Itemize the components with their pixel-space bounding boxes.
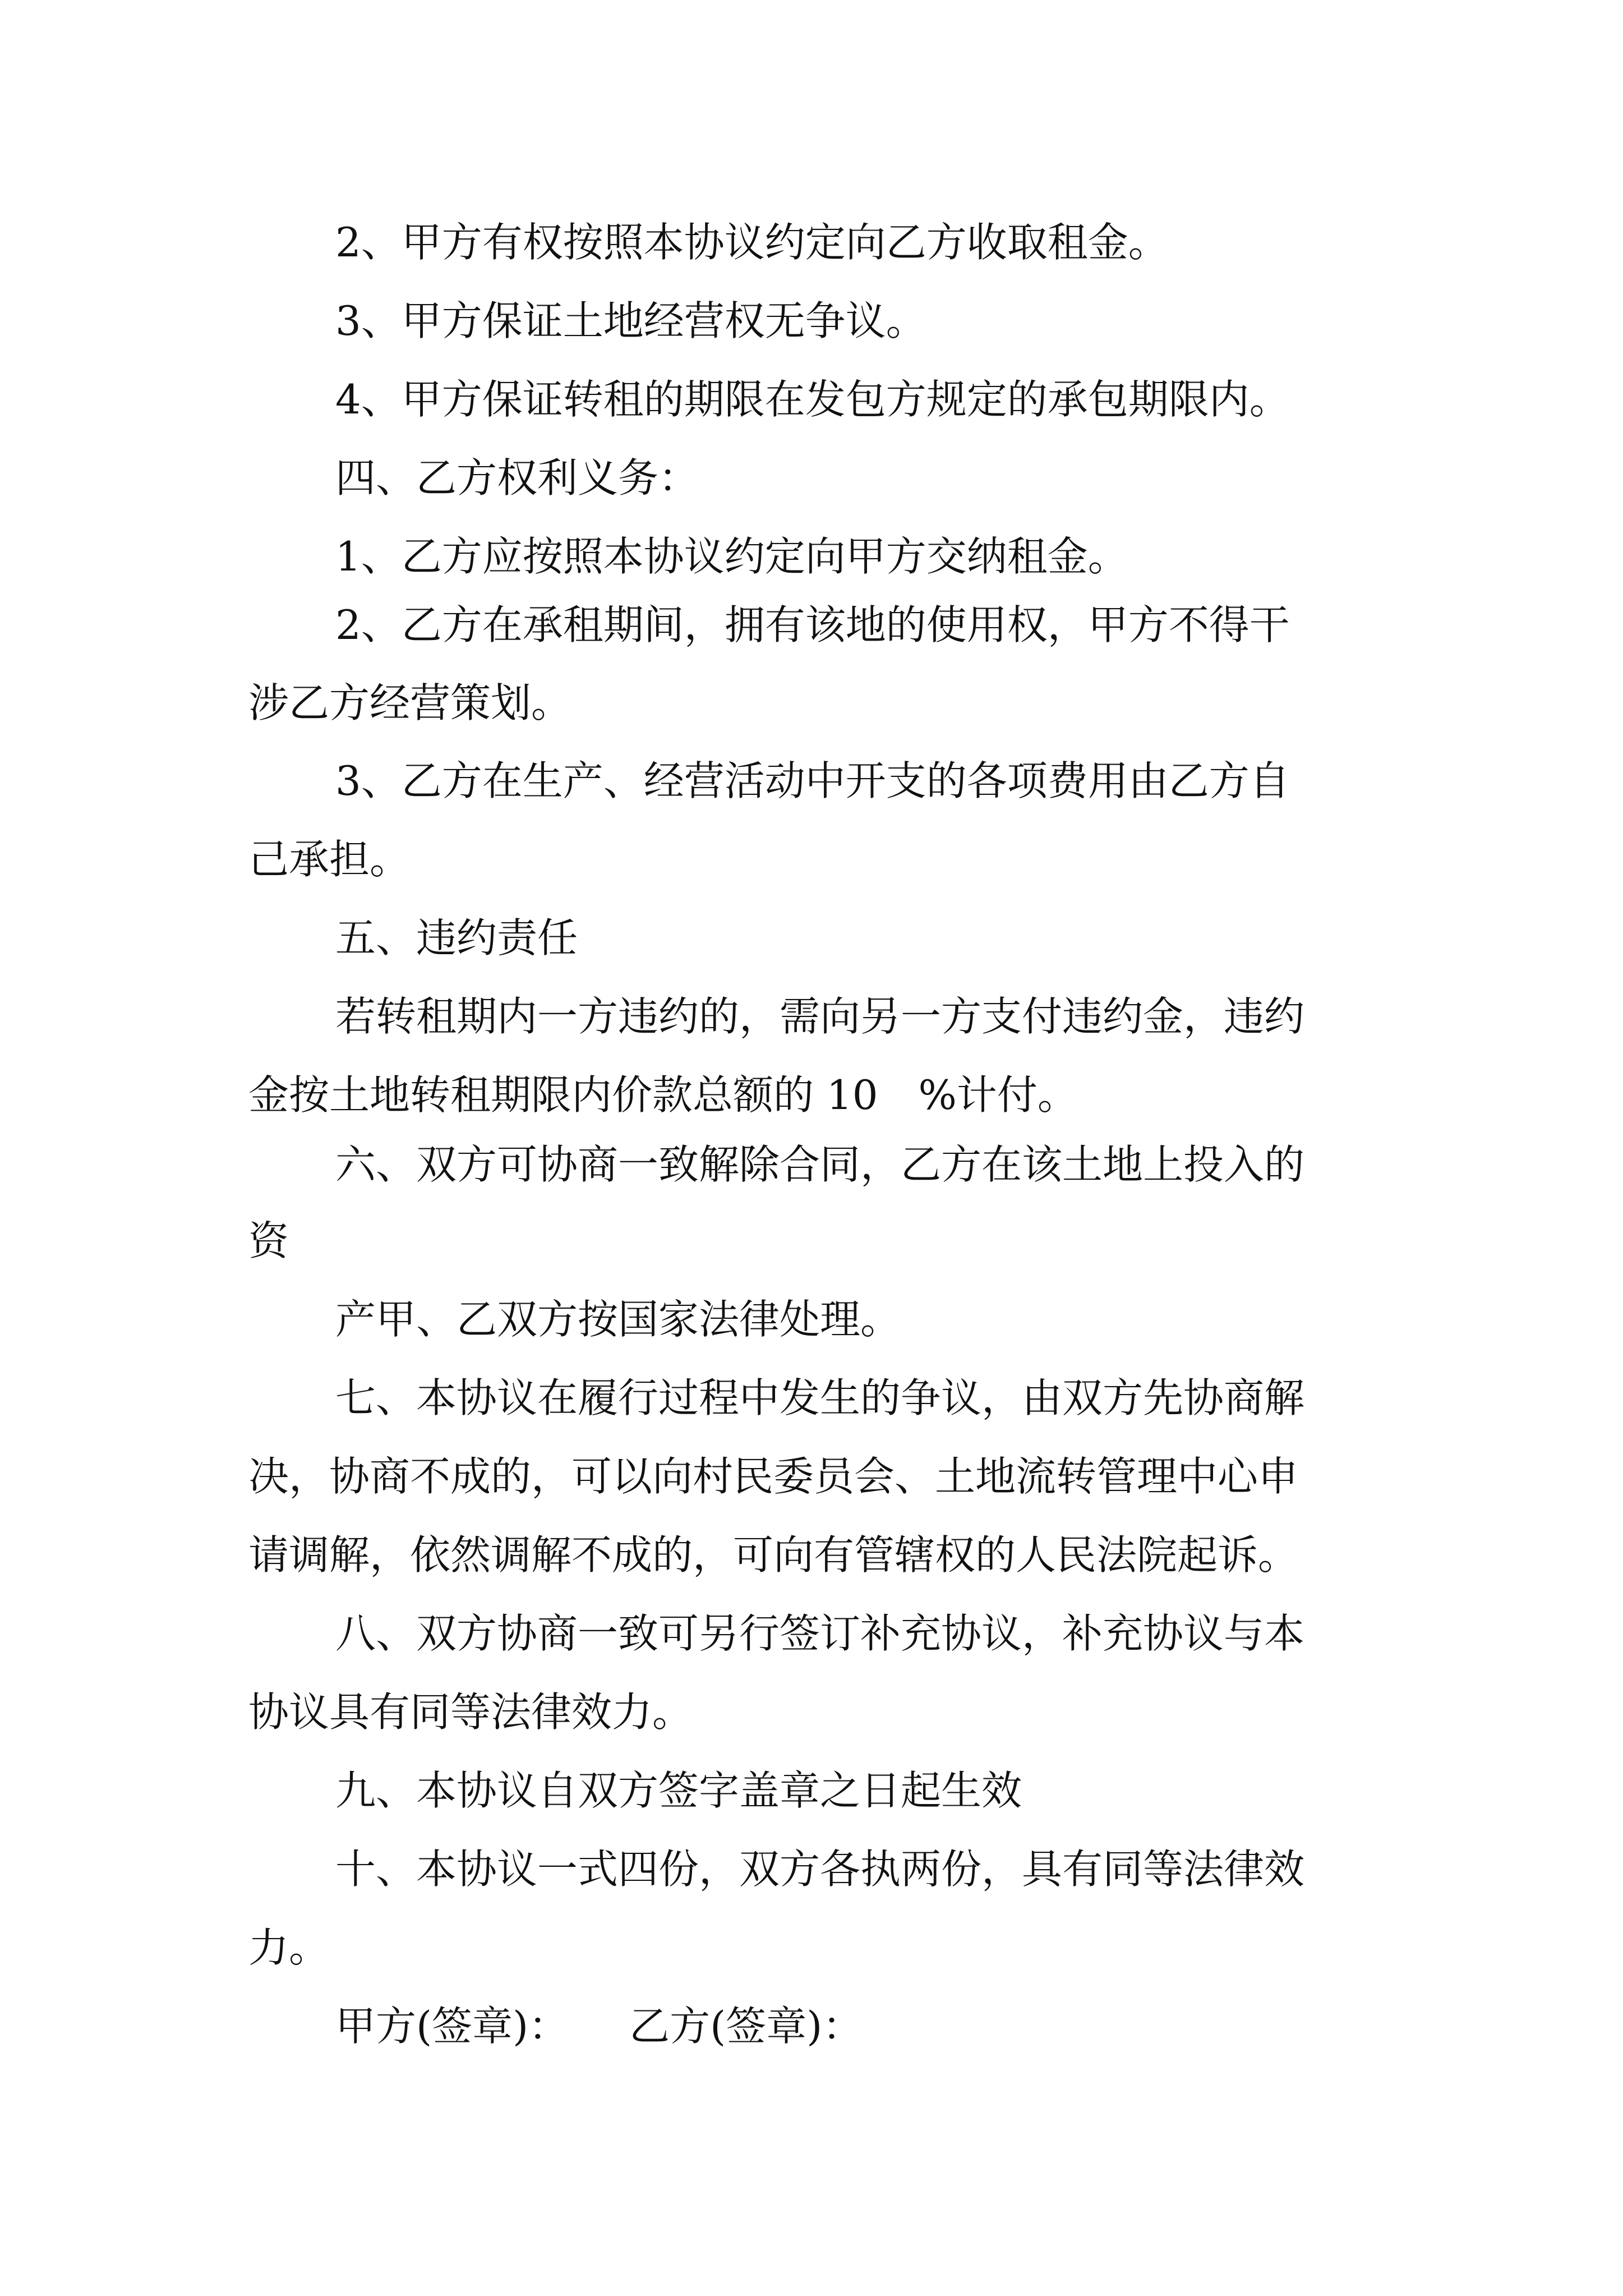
signature-line: 甲方(签章)： 乙方(签章)：	[335, 2003, 863, 2050]
clause-line: 己承担。	[248, 836, 411, 883]
section-heading: 四、乙方权利义务：	[335, 454, 699, 501]
clause-line: 九、本协议自双方签字盖章之日起生效	[335, 1767, 1022, 1814]
clause-line: 1、乙方应按照本协议约定向甲方交纳租金。	[335, 533, 1128, 580]
clause-line: 涉乙方经营策划。	[248, 679, 572, 726]
clause-line: 决，协商不成的，可以向村民委员会、土地流转管理中心申	[248, 1453, 1299, 1500]
clause-line: 资	[248, 1217, 289, 1264]
clause-line: 2、乙方在承租期间，拥有该地的使用权，甲方不得干	[335, 601, 1290, 648]
clause-line: 3、甲方保证土地经营权无争议。	[335, 297, 926, 344]
clause-line: 若转租期内一方违约的，需向另一方支付违约金，违约	[335, 993, 1305, 1040]
clause-line: 请调解，依然调解不成的，可向有管辖权的人民法院起诉。	[248, 1531, 1299, 1579]
clause-line: 六、双方可协商一致解除合同，乙方在该土地上投入的	[335, 1141, 1305, 1188]
clause-line: 八、双方协商一致可另行签订补充协议，补充协议与本	[335, 1610, 1305, 1657]
clause-line: 协议具有同等法律效力。	[248, 1688, 693, 1736]
clause-line: 4、甲方保证转租的期限在发包方规定的承包期限内。	[335, 376, 1290, 423]
clause-line: 产甲、乙双方按国家法律处理。	[335, 1296, 901, 1343]
clause-line: 金按土地转租期限内价款总额的 10 %计付。	[248, 1071, 1078, 1119]
section-heading: 五、违约责任	[335, 914, 578, 961]
clause-line: 十、本协议一式四份，双方各执两份，具有同等法律效	[335, 1846, 1305, 1893]
clause-line: 力。	[248, 1924, 330, 1971]
clause-line: 七、本协议在履行过程中发生的争议，由双方先协商解	[335, 1374, 1305, 1421]
clause-line: 2、甲方有权按照本协议约定向乙方收取租金。	[335, 219, 1169, 266]
clause-line: 3、乙方在生产、经营活动中开支的各项费用由乙方自	[335, 757, 1290, 804]
